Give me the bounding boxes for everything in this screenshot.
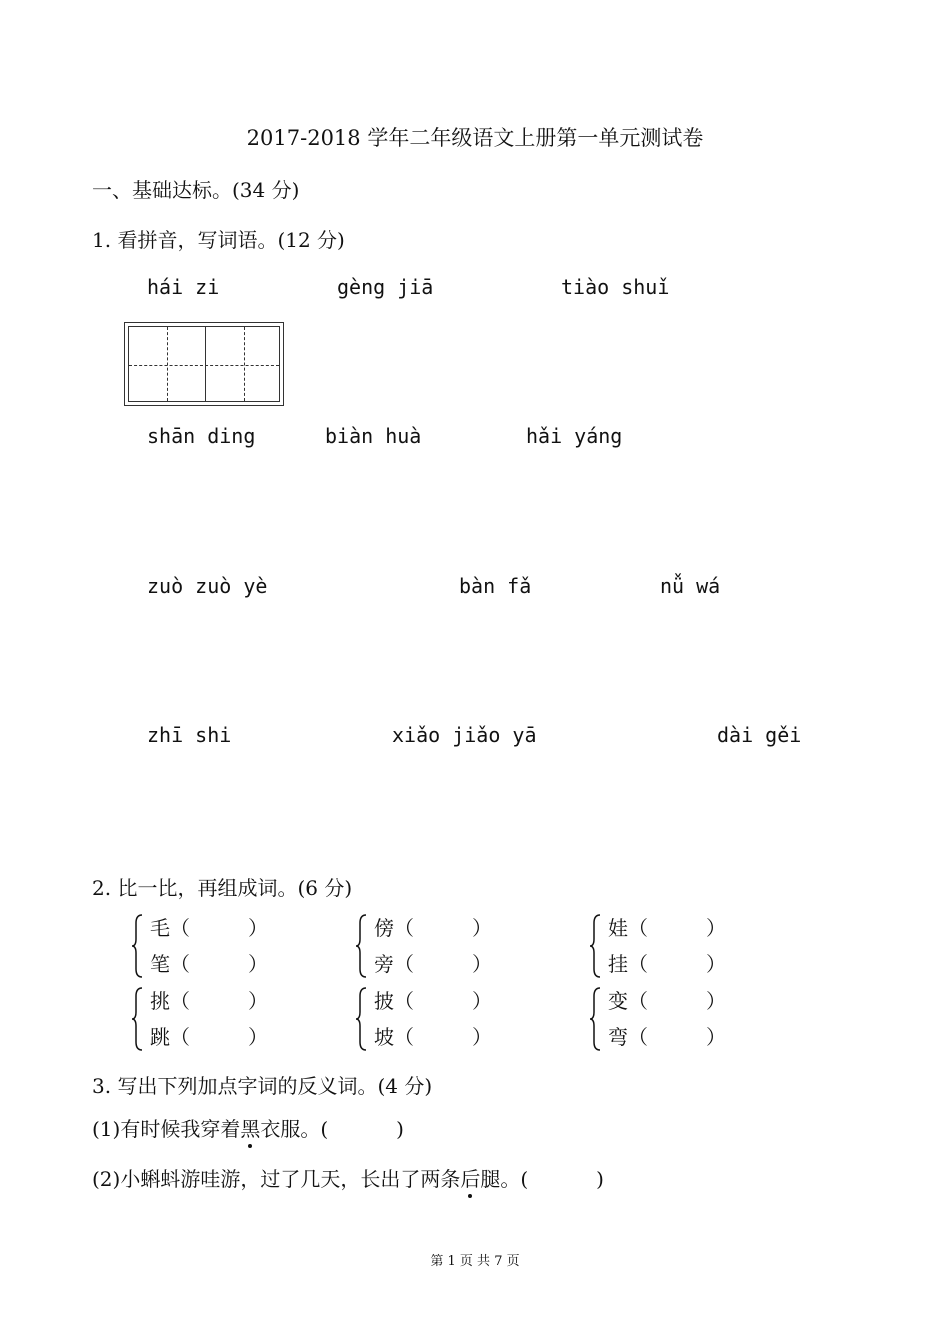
char-pair-group xyxy=(134,983,268,1055)
question-3-item: (2)小蝌蚪游哇游，过了几天，长出了两条后腿。( ) xyxy=(92,1163,604,1192)
grid-dashed-guide xyxy=(244,327,245,401)
page-title: 2017-2018 学年二年级语文上册第一单元测试卷 xyxy=(246,126,704,150)
char-pair-group xyxy=(358,910,492,982)
pinyin-item: hǎi yáng xyxy=(526,424,623,448)
brace-icon xyxy=(590,986,602,1052)
answer-blank[interactable]: （ ） xyxy=(394,1025,492,1049)
character: 变 xyxy=(608,989,628,1013)
brace-icon xyxy=(132,986,144,1052)
char-pair-group xyxy=(358,983,492,1055)
char-pair-group xyxy=(134,910,268,982)
pinyin-item: nǚ wá xyxy=(660,574,721,598)
character: 挑 xyxy=(150,989,170,1013)
question-3-heading: 3. 写出下列加点字词的反义词。(4 分) xyxy=(92,1074,433,1098)
answer-blank[interactable]: （ ） xyxy=(628,916,726,940)
character: 弯 xyxy=(608,1025,628,1049)
char-pair-group xyxy=(592,983,726,1055)
pinyin-item: tiào shuǐ xyxy=(561,275,670,299)
answer-blank[interactable]: （ ） xyxy=(170,916,268,940)
question-1-heading: 1. 看拼音，写词语。(12 分) xyxy=(92,228,345,252)
pinyin-item: dài gěi xyxy=(717,723,802,747)
answer-blank[interactable]: （ ） xyxy=(628,1025,726,1049)
question-3-item: (1)有时候我穿着黑衣服。( ) xyxy=(92,1113,404,1142)
grid-divider xyxy=(205,327,206,401)
pinyin-item: hái zi xyxy=(147,275,220,299)
answer-blank[interactable]: （ ） xyxy=(394,989,492,1013)
answer-blank[interactable]: （ ） xyxy=(170,1025,268,1049)
pinyin-item: xiǎo jiǎo yā xyxy=(392,723,537,747)
section-heading: 一、基础达标。(34 分) xyxy=(92,178,300,202)
page-footer: 第 1 页 共 7 页 xyxy=(430,1254,520,1269)
brace-icon xyxy=(132,913,144,979)
char-pair-group xyxy=(592,910,726,982)
answer-blank[interactable]: （ ） xyxy=(628,989,726,1013)
brace-icon xyxy=(356,986,368,1052)
answer-blank[interactable]: （ ） xyxy=(394,916,492,940)
answer-blank[interactable]: （ ） xyxy=(394,952,492,976)
character: 披 xyxy=(374,989,394,1013)
character: 挂 xyxy=(608,952,628,976)
character: 傍 xyxy=(374,916,394,940)
dotted-character: 黑 xyxy=(240,1113,260,1142)
answer-blank[interactable]: （ ） xyxy=(170,952,268,976)
brace-icon xyxy=(356,913,368,979)
pinyin-item: zhī shi xyxy=(147,723,232,747)
answer-blank[interactable]: （ ） xyxy=(170,989,268,1013)
character: 娃 xyxy=(608,916,628,940)
character: 毛 xyxy=(150,916,170,940)
grid-dashed-guide xyxy=(167,327,168,401)
grid-dashed-guide xyxy=(129,365,279,366)
character: 旁 xyxy=(374,952,394,976)
brace-icon xyxy=(590,913,602,979)
answer-blank[interactable]: （ ） xyxy=(628,952,726,976)
character: 跳 xyxy=(150,1025,170,1049)
character: 笔 xyxy=(150,952,170,976)
dotted-character: 后 xyxy=(460,1163,480,1192)
pinyin-item: zuò zuò yè xyxy=(147,574,268,598)
grid-inner-border xyxy=(128,326,280,402)
tianzige-writing-grid[interactable] xyxy=(124,322,284,406)
pinyin-item: gèng jiā xyxy=(337,275,434,299)
pinyin-item: shān ding xyxy=(147,424,256,448)
pinyin-item: bàn fǎ xyxy=(459,574,532,598)
character: 坡 xyxy=(374,1025,394,1049)
question-2-heading: 2. 比一比，再组成词。(6 分) xyxy=(92,876,353,900)
pinyin-item: biàn huà xyxy=(325,424,422,448)
